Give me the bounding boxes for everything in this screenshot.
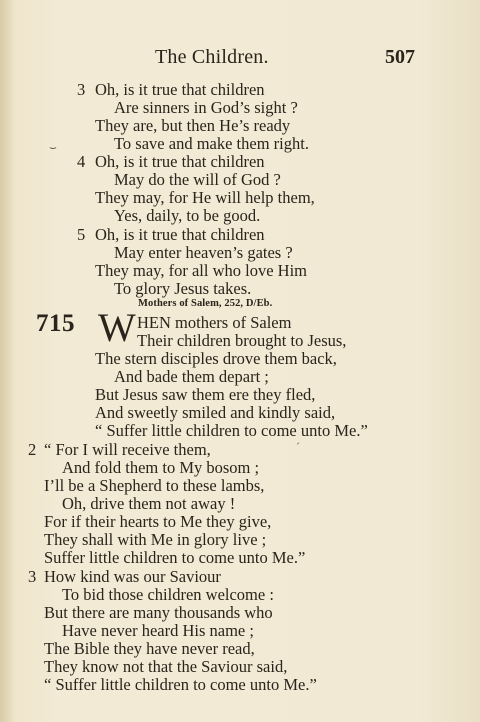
page-number: 507 <box>385 46 415 68</box>
verse-line: “ Suffer little children to come unto Me.” <box>95 421 368 440</box>
verse-line: For if their hearts to Me they give, <box>44 512 272 531</box>
verse-line: Are sinners in God’s sight ? <box>114 98 298 117</box>
verse-number: 3 <box>77 80 86 99</box>
verse-line: To save and make them right. <box>114 134 309 153</box>
verse-line: Have never heard His name ; <box>62 621 254 640</box>
verse-line: And sweetly smiled and kindly said, <box>95 403 336 422</box>
margin-mark: ˊ <box>296 440 300 454</box>
running-title: The Children. <box>155 46 269 68</box>
verse-line: HEN mothers of Salem <box>137 313 292 332</box>
verse-line: Yes, daily, to be good. <box>114 206 261 225</box>
verse-number: 5 <box>77 225 86 244</box>
verse-line: Oh, drive them not away ! <box>62 494 236 513</box>
tune-reference: Mothers of Salem, 252, D/Eb. <box>138 298 273 309</box>
verse-line: The Bible they have never read, <box>44 639 255 658</box>
verse-line: To glory Jesus takes. <box>114 279 252 298</box>
verse-line: How kind was our Saviour <box>44 567 221 586</box>
verse-line: They may, for He will help them, <box>95 188 315 207</box>
verse-line: They are, but then He’s ready <box>95 116 291 135</box>
verse-line: Oh, is it true that children <box>95 225 265 244</box>
verse-line: And bade them depart ; <box>114 367 269 386</box>
verse-line: Suffer little children to come unto Me.” <box>44 548 306 567</box>
verse-line: They may, for all who love Him <box>95 261 308 280</box>
drop-cap: W <box>98 305 136 350</box>
verse-number: 4 <box>77 152 86 171</box>
verse-line: They know not that the Saviour said, <box>44 657 288 676</box>
verse-line: “ For I will receive them, <box>44 440 211 459</box>
verse-line: May do the will of God ? <box>114 170 281 189</box>
verse-line: Oh, is it true that children <box>95 152 265 171</box>
verse-line: I’ll be a Shepherd to these lambs, <box>44 476 265 495</box>
verse-line: But Jesus saw them ere they fled, <box>95 385 316 404</box>
margin-mark: ⌣ <box>49 140 57 154</box>
verse-number: 3 <box>28 567 37 586</box>
verse-number: 2 <box>28 440 37 459</box>
hymn-number: 715 <box>36 310 75 337</box>
page-header <box>0 46 480 74</box>
verse-line: Their children brought to Jesus, <box>137 331 347 350</box>
verse-line: To bid those children welcome : <box>62 585 274 604</box>
verse-line: The stern disciples drove them back, <box>95 349 337 368</box>
verse-line: Oh, is it true that children <box>95 80 265 99</box>
page-edge-shadow <box>0 0 14 722</box>
verse-line: May enter heaven’s gates ? <box>114 243 293 262</box>
verse-line: But there are many thousands who <box>44 603 273 622</box>
verse-line: They shall with Me in glory live ; <box>44 530 267 549</box>
verse-line: “ Suffer little children to come unto Me.” <box>44 675 317 694</box>
verse-line: And fold them to My bosom ; <box>62 458 260 477</box>
